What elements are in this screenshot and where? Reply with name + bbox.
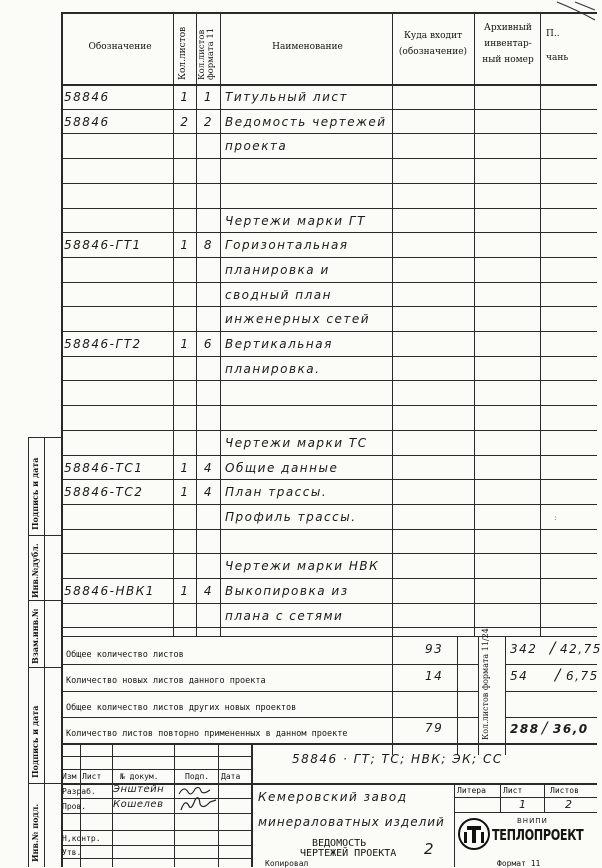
row-name: Ведомость чертежей	[225, 115, 387, 129]
table-row-line	[61, 455, 597, 456]
tb-col-list2	[500, 783, 501, 812]
tb-utv-label: Утв.	[62, 848, 82, 857]
row-designation: 58846-ГТ2	[64, 337, 142, 351]
header-sheet-count: Кол.листов	[178, 26, 188, 80]
row-name: инженерных сетей	[225, 312, 371, 326]
side-strip-outer	[28, 437, 29, 867]
row-sheet-count-f11: 4	[203, 485, 214, 499]
tb-list-label: Лист	[503, 786, 523, 795]
table-row-line	[61, 257, 597, 258]
row-name: проекта	[225, 139, 288, 153]
summary-line-2b	[505, 691, 597, 692]
table-row-line	[61, 529, 597, 530]
tb-col-date-label: Дата	[221, 772, 241, 781]
summary-reused-slash: /	[542, 718, 548, 737]
summary-line-1b	[505, 664, 597, 665]
tb-doc-title-2: ЧЕРТЕЖЕЙ ПРОЕКТА	[300, 848, 397, 859]
side-strip-div-4	[28, 783, 61, 784]
table-row-line	[61, 553, 597, 554]
table-row-line	[61, 158, 597, 159]
tb-line-e	[61, 813, 251, 814]
row-name: планировка.	[225, 362, 321, 376]
summary-line-value	[457, 636, 458, 755]
tb-listov-value: 2	[565, 798, 574, 811]
title-block-top-line	[61, 743, 597, 745]
table-row-line	[61, 282, 597, 283]
frame-top-border	[61, 12, 597, 14]
tb-object-line-2: минераловатных изделий	[258, 815, 445, 829]
tb-copied-label: Копировал	[265, 859, 309, 868]
row-designation: 58846-ГТ1	[64, 238, 142, 252]
tb-litera-label: Литера	[457, 786, 486, 795]
row-sheet-count-f11: 8	[203, 238, 214, 252]
tb-doc-title-1: ВЕДОМОСТЬ	[312, 838, 367, 849]
header-archive-2: инвентар-	[484, 39, 532, 49]
table-row-line	[61, 183, 597, 184]
col-line-designation	[173, 12, 174, 636]
side-stamp-inv-dubl: Инв.№дубл.	[30, 543, 40, 598]
summary-reused-value: 79	[425, 721, 444, 735]
row-sheet-count: 1	[180, 238, 190, 252]
header-notes-1: П..	[546, 29, 560, 39]
side-stamp-sign-date-2: Подпись и дата	[30, 705, 40, 778]
summary-line-3b	[505, 717, 597, 718]
tb-line-a	[61, 756, 251, 757]
tb-col-date	[251, 743, 253, 867]
header-archive-3: ный номер	[482, 55, 534, 65]
table-row-line	[61, 380, 597, 381]
header-included-in-1: Куда входит	[403, 31, 463, 41]
row-name: Чертежи марки НВК	[225, 559, 380, 573]
summary-new-f11: 54	[510, 669, 529, 683]
tb-line-litera2	[454, 812, 597, 813]
summary-total-slash: /	[550, 638, 556, 657]
tb-col-sign-label: Подп.	[185, 772, 210, 781]
table-row-line	[61, 504, 597, 505]
row-sheet-count: 1	[180, 90, 190, 104]
side-strip-div-2	[28, 600, 61, 601]
col-line-count	[196, 12, 197, 636]
summary-reused-f11: 288	[510, 722, 540, 736]
row-name: планировка и	[225, 263, 330, 277]
table-row-line	[61, 430, 597, 431]
row-designation: 58846-ТС1	[64, 461, 144, 475]
header-name: Наименование	[272, 42, 343, 52]
table-row-line	[61, 331, 597, 332]
row-designation: 58846-НВК1	[64, 584, 155, 598]
summary-other-label: Общее количество листов других новых проектов	[66, 703, 297, 713]
summary-line-3	[61, 717, 478, 718]
tb-format-label: Формат 11	[497, 859, 541, 868]
table-row-line	[61, 109, 597, 110]
tb-object-line-1: Кемеровский завод	[258, 790, 408, 804]
side-strip-div-3	[28, 667, 61, 668]
table-row-line	[61, 208, 597, 209]
tb-doc-title-number: 2	[424, 840, 436, 858]
tb-org-name: ТЕПЛОПРОЕКТ	[492, 826, 584, 844]
tb-nkontr-label: Н,контр.	[62, 834, 101, 843]
side-stamp-vzam-inv: Взам.инв.№	[30, 608, 40, 664]
side-strip-inner	[44, 437, 45, 867]
tb-line-h	[61, 858, 251, 859]
tb-drawing-code: 58846 · ГТ; ТС; НВК; ЭК; СС	[292, 752, 503, 766]
side-strip-div-1	[28, 535, 61, 536]
col-line-archive	[540, 12, 541, 636]
row-sheet-count: 1	[180, 461, 190, 475]
row-sheet-count-f11: 4	[203, 584, 214, 598]
summary-line-1	[61, 664, 478, 665]
row-name: Профиль трассы.	[225, 510, 357, 524]
summary-line-2	[61, 691, 478, 692]
tb-line-f	[61, 830, 251, 831]
table-row-line	[61, 232, 597, 233]
tb-razrab-label: Разраб.	[62, 787, 96, 796]
table-row-line	[61, 306, 597, 307]
row-designation: 58846	[64, 115, 110, 129]
summary-total-f11: 342	[510, 642, 538, 656]
row-sheet-count-f11: 6	[203, 337, 214, 351]
tb-line-b	[61, 769, 251, 770]
tb-signatures	[176, 784, 218, 814]
tb-prov-label: Пров.	[62, 802, 87, 811]
frame-left-border	[61, 12, 63, 867]
row-sheet-count-f11: 4	[203, 461, 214, 475]
summary-total-value: 93	[425, 642, 444, 656]
header-sheet-count-f11: Кол.листов формата 11	[197, 27, 216, 80]
table-row-line	[61, 133, 597, 134]
side-strip-top	[28, 437, 61, 438]
header-included-in-2: (обозначение)	[398, 47, 468, 57]
tb-razrab-name: Энштейн	[113, 784, 165, 795]
row-sheet-count: 1	[180, 337, 190, 351]
tb-col-doc	[174, 743, 175, 867]
row-designation: 58846	[64, 90, 110, 104]
summary-new-f24: 6,75	[566, 669, 599, 683]
summary-format-vertical-label: Кол.листов формата 11/24	[481, 628, 490, 740]
row-sheet-count-f11: 1	[203, 90, 214, 104]
tb-org-small: ВНИПИ	[517, 817, 548, 825]
summary-total-f24: 42,75	[560, 642, 602, 656]
table-row-line	[61, 603, 597, 604]
row-sheet-count: 1	[180, 485, 190, 499]
summary-reused-f24: 36,0	[553, 722, 589, 736]
table-row-line	[61, 627, 597, 628]
row-name: сводный план	[225, 288, 332, 302]
row-sheet-count: 1	[180, 584, 190, 598]
summary-reused-label: Количество листов повторно примененных в данном проекте	[66, 729, 348, 739]
tb-col-list-label: Лист	[82, 772, 102, 781]
tb-listov-label: Листов	[550, 786, 579, 795]
tb-col-listov	[544, 783, 545, 812]
row-name: плана с сетями	[225, 609, 344, 623]
summary-top-line	[61, 636, 597, 637]
summary-line-vertical-label	[478, 636, 479, 755]
col-line-name	[392, 12, 393, 755]
header-bottom-line	[61, 84, 597, 86]
tb-prov-name: Кошелев	[113, 799, 164, 810]
header-archive-1: Архивный	[484, 23, 532, 33]
row-name: Вертикальная	[225, 337, 333, 351]
row-sheet-count: 2	[180, 115, 190, 129]
table-row-line	[61, 356, 597, 357]
table-row-line	[61, 405, 597, 406]
col-line-included	[474, 12, 475, 636]
row-name: План трассы.	[225, 485, 328, 499]
row-name: Горизонтальная	[225, 238, 349, 252]
summary-new-slash: /	[555, 665, 561, 684]
summary-new-value: 14	[425, 669, 444, 683]
summary-line-f11	[505, 636, 506, 755]
tb-col-izm-label: Изм	[62, 772, 77, 781]
tb-col-doc-label: № докум.	[120, 772, 159, 781]
table-row-line	[61, 479, 597, 480]
table-row-line	[61, 578, 597, 579]
summary-total-label: Общее количество листов	[66, 650, 184, 660]
stray-mark: :	[554, 513, 557, 522]
side-stamp-sign-date-1: Подпись и дата	[30, 457, 40, 530]
row-sheet-count-f11: 2	[203, 115, 214, 129]
row-name: Титульный лист	[225, 90, 348, 104]
tb-line-g	[61, 845, 251, 846]
row-designation: 58846-ТС2	[64, 485, 144, 499]
row-name: Чертежи марки ГТ	[225, 214, 366, 228]
row-name: Выкопировка из	[225, 584, 349, 598]
tb-col-sign	[218, 743, 219, 867]
summary-new-label: Количество новых листов данного проекта	[66, 676, 266, 686]
row-name: Общие данные	[225, 461, 339, 475]
teploproekt-logo-icon	[457, 816, 491, 852]
tb-list-value: 1	[519, 798, 528, 811]
row-name: Чертежи марки ТС	[225, 436, 368, 450]
side-stamp-inv-podl: Инв.№ подл.	[30, 803, 40, 862]
col-line-count-f11	[220, 12, 221, 636]
header-designation: Обозначение	[88, 42, 152, 52]
corner-stamp-fragment	[555, 0, 597, 22]
tb-col-litera	[454, 783, 455, 867]
header-notes-2: чань	[546, 53, 569, 63]
